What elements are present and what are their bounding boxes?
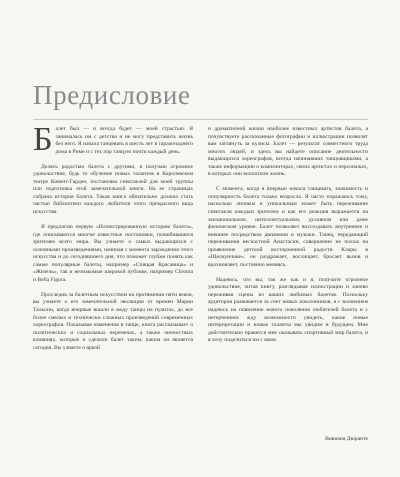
author-signature: Вивиана Дюранте <box>325 436 368 442</box>
paragraph-1 <box>33 121 193 158</box>
paragraph-6: С момента, когда я впервые начала танцевать, значимость и популярность балета только возросла. Я часто поражаюсь тому, насколько личным и уникальным может быть переживание спектакля каждым зрителем и как его реакция выражается на эмоциональном, интеллектуальном, духовном или даже физическом уровне. Балет позволяет воссоздавать внутреннее и внешнее посредством движения и музыки. Танец, передающий переживания несчастной Анастасии, совершенно не похож на проявление детской восторженной радости Клары в «Щелкунчике»: он раздражает, восхищает, бросает вызов и вдохновляет, постоянно меняясь. <box>208 186 368 268</box>
paragraph-3: Я предлагаю первую «Иллюстрированную историю балета», где описываются многие известные постановки, полюбившиеся зрителям всего мира. Вы узнаете о самых выдающихся с основными произведениями, начиная с момента зарождения этого искусства и до сегодняшнего дня, что поможет глубже понять как самые популярные балеты, например «Спящая Красавица» и «Жизель», так и незнакомые широкой публике, например Chroma и Bella Figura. <box>33 224 193 283</box>
title-divider <box>33 119 368 120</box>
paragraph-7: Надеюсь, что вы, так же как и я, получите огромное удовольствие, читая книгу, разглядывая иллюстрации и заново переживая сцены из ваших любимых балетов. Поскольку аудитория развивается за счет новых поклонников, я с волнением надеюсь на появление нового поколения любителей балета и с нетерпением жду возможности увидеть, какие новые интерпретации и новые таланты мы увидим в будущем. Мне действительно нравится мне оказывать спортивный мир балета, и я хочу поделиться им с вами. <box>208 276 368 344</box>
right-column <box>208 126 368 345</box>
paragraph-5: и драматичной жизни наиболее известных артистов балета, а почувствуете рассказанные фотографии и иллюстрации позволят вам заглянуть за кулисы. Балет — результат совместного труда многих людей, и здесь вы найдете описание деятельности выдающихся хореографов, всегда начинавших танцовщиками, а также информацию о композиторах, своих артистах и персонажах, в которых они воплотили жизнь. <box>208 126 368 178</box>
paragraph-2: Делясь радостью балета с другими, я получаю огромное удовольствие, будь то обучение новых талантов в Королевском театре Ковент-Гарден, постановка спектаклей для моей труппы или подготовка этой замечательной книги. На ее страницах собрана история балета. Такая книга обязательно должна стать частью библиотеки каждого любителя этого прекрасного вида искусства. <box>33 163 193 215</box>
paragraph-1-text: алет был — и всегда будет — моей страстью. Я занималась им с детства и не могу представить жизнь без него. Я начала танцевать в шесть лет в гаражезаднего дома в Риме и с тех пор танцую почти каждый день. <box>55 126 193 155</box>
left-column <box>33 121 193 352</box>
page-title: Предисловие <box>33 80 191 110</box>
drop-cap: Б <box>33 121 53 158</box>
paragraph-4: Проследив за балетным искусством на протяжении пяти веков, вы узнаете о его замечательной эволюции от времен Марии Тальони, когда впервые вошли в моду танцы на пуантах, до все более смелых и технически сложных произведений современных хореографов. Показывая изменения в танце, книга рассказывает о политических и социальных переменах, а также личностных влияниях, которые и сделали балет таким, каким он является сегодня. Вы узнаете о яркой <box>33 291 193 351</box>
